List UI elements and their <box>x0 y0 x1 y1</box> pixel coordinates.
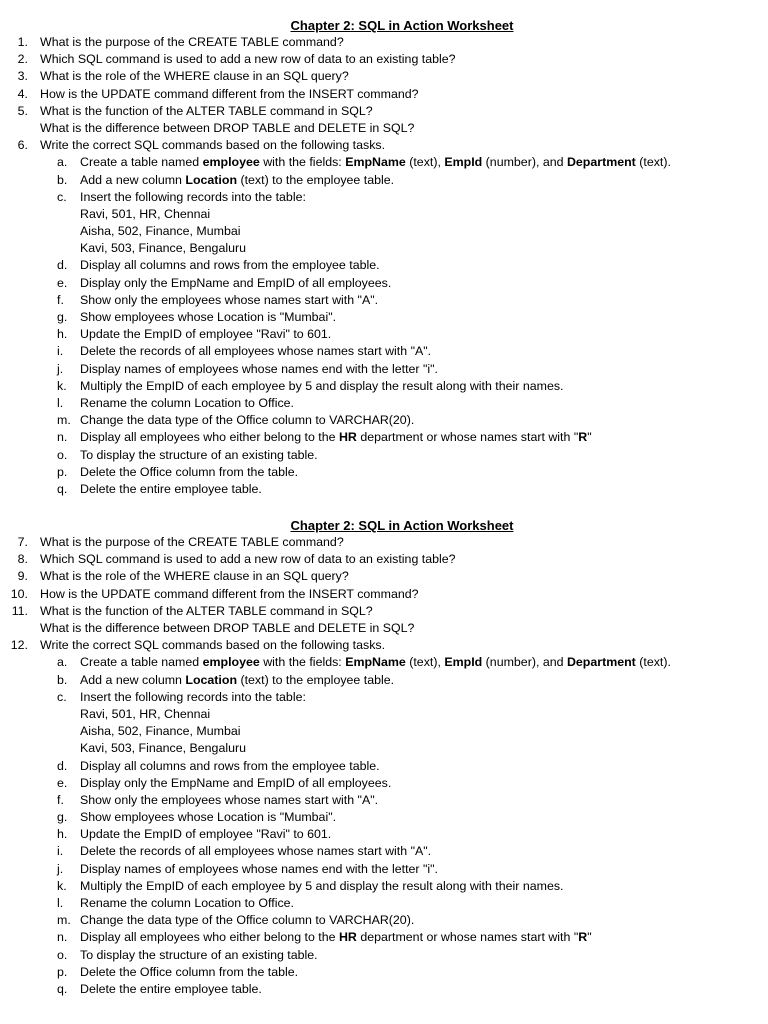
task-letter: a. <box>57 655 68 670</box>
record-line: Ravi, 501, HR, Chennai <box>80 706 211 721</box>
question-text: Write the correct SQL commands based on the following tasks. <box>40 638 386 653</box>
question-number: 2. <box>17 52 28 67</box>
task-letter: k. <box>57 378 67 393</box>
task-item <box>0 412 768 429</box>
task-letter: d. <box>57 758 68 773</box>
task-text: Display all employees who either belong to the HR department or whose names start with "R" <box>80 930 592 945</box>
question-item <box>0 68 768 85</box>
question-number: 3. <box>17 69 28 84</box>
task-letter: h. <box>57 327 68 342</box>
task-text: Rename the column Location to Office. <box>80 395 294 410</box>
task-text: Display names of employees whose names end with the letter "i". <box>80 361 438 376</box>
task-text: Show employees whose Location is "Mumbai". <box>80 810 337 825</box>
task-text: Delete the entire employee table. <box>80 481 262 496</box>
record-line: Aisha, 502, Finance, Mumbai <box>80 224 241 239</box>
task-text: Create a table named employee with the fields: EmpName (text), EmpId (number), and Department (text). <box>80 155 671 170</box>
question-number: 6. <box>17 138 28 153</box>
task-text: Rename the column Location to Office. <box>80 896 294 910</box>
question-item <box>0 120 768 137</box>
task-item <box>0 981 768 998</box>
worksheet-title: Chapter 2: SQL in Action Worksheet <box>290 18 514 33</box>
question-text: What is the function of the ALTER TABLE command in SQL? <box>40 603 373 618</box>
task-item <box>0 861 768 878</box>
task-letter: m. <box>57 413 71 428</box>
task-item <box>0 912 768 929</box>
task-letter: q. <box>57 481 68 496</box>
question-item <box>0 103 768 120</box>
record-line: Ravi, 501, HR, Chennai <box>80 206 211 221</box>
question-item <box>0 586 768 603</box>
task-letter: i. <box>57 344 64 359</box>
question-item <box>0 34 768 51</box>
task-item <box>0 826 768 843</box>
task-letter: d. <box>57 258 68 273</box>
task-item <box>0 672 768 689</box>
task-text: Insert the following records into the table: <box>80 189 306 204</box>
task-text: Delete the records of all employees whose names start with "A". <box>80 344 432 359</box>
task-letter: g. <box>57 310 68 324</box>
task-text: Add a new column Location (text) to the employee table. <box>80 172 395 187</box>
task-item <box>0 654 768 671</box>
task-letter: o. <box>57 947 68 962</box>
task-item <box>0 154 768 171</box>
task-item <box>0 172 768 189</box>
question-item <box>0 137 768 154</box>
task-letter: l. <box>57 395 64 410</box>
task-item <box>0 395 768 412</box>
task-item <box>0 792 768 809</box>
task-text: Display all employees who either belong to the HR department or whose names start with "R" <box>80 430 592 445</box>
task-text: Insert the following records into the table: <box>80 689 306 704</box>
question-item <box>0 568 768 585</box>
task-item <box>0 775 768 792</box>
task-letter: i. <box>57 844 64 859</box>
worksheet-section <box>0 517 768 998</box>
task-item <box>0 361 768 378</box>
task-text: Delete the Office column from the table. <box>80 964 299 979</box>
worksheet-title: Chapter 2: SQL in Action Worksheet <box>290 518 514 534</box>
task-item <box>0 309 768 326</box>
task-text: Update the EmpID of employee "Ravi" to 601. <box>80 327 332 342</box>
task-letter: p. <box>57 964 68 979</box>
question-number: 7. <box>17 535 28 550</box>
question-item <box>0 551 768 568</box>
question-item <box>0 51 768 68</box>
task-letter: p. <box>57 464 68 479</box>
task-letter: l. <box>57 896 64 910</box>
task-letter: e. <box>57 775 68 790</box>
task-item <box>0 378 768 395</box>
task-letter: f. <box>57 792 64 807</box>
task-letter: b. <box>57 172 68 187</box>
task-item <box>0 464 768 481</box>
task-item <box>0 447 768 464</box>
task-text: Delete the entire employee table. <box>80 981 262 996</box>
question-text: How is the UPDATE command different from the INSERT command? <box>40 86 419 101</box>
worksheet-section <box>0 17 768 498</box>
task-text: Display names of employees whose names end with the letter "i". <box>80 861 438 876</box>
task-letter: a. <box>57 155 68 170</box>
task-letter: n. <box>57 430 68 445</box>
task-item <box>0 878 768 895</box>
task-text: Multiply the EmpID of each employee by 5 and display the result along with their names. <box>80 378 564 393</box>
task-item <box>0 257 768 274</box>
task-item <box>0 189 768 206</box>
question-item <box>0 620 768 637</box>
task-text: Show only the employees whose names start with "A". <box>80 792 379 807</box>
task-letter: n. <box>57 930 68 945</box>
task-letter: k. <box>57 878 67 893</box>
task-item <box>0 689 768 706</box>
question-number: 5. <box>17 103 28 118</box>
question-number: 10. <box>10 586 28 601</box>
task-item <box>0 481 768 498</box>
task-item <box>0 292 768 309</box>
task-item <box>0 343 768 360</box>
task-letter: m. <box>57 913 71 928</box>
task-text: Display only the EmpName and EmpID of all employees. <box>80 775 392 790</box>
task-item <box>0 895 768 912</box>
question-text: What is the role of the WHERE clause in an SQL query? <box>40 69 349 84</box>
task-item <box>0 947 768 964</box>
record-line: Aisha, 502, Finance, Mumbai <box>80 724 241 739</box>
task-item <box>0 429 768 446</box>
task-letter: b. <box>57 672 68 687</box>
question-number: 11. <box>11 603 28 618</box>
record-line: Kavi, 503, Finance, Bengaluru <box>80 741 247 756</box>
question-text: What is the function of the ALTER TABLE command in SQL? <box>40 103 373 118</box>
task-item <box>0 275 768 292</box>
question-number: 8. <box>17 552 28 567</box>
question-text: Which SQL command is used to add a new row of data to an existing table? <box>40 552 456 567</box>
question-item <box>0 534 768 551</box>
record-line: Kavi, 503, Finance, Bengaluru <box>80 241 247 256</box>
task-letter: c. <box>57 189 67 204</box>
question-number: 9. <box>17 569 28 584</box>
task-text: Change the data type of the Office column to VARCHAR(20). <box>80 913 415 928</box>
task-text: Display all columns and rows from the employee table. <box>80 758 380 773</box>
task-letter: e. <box>57 275 68 290</box>
task-item <box>0 964 768 981</box>
question-number: 1. <box>17 35 28 49</box>
question-text: What is the role of the WHERE clause in an SQL query? <box>40 569 349 584</box>
question-number: 12. <box>10 638 28 653</box>
worksheet-page <box>0 17 768 998</box>
question-text: What is the purpose of the CREATE TABLE command? <box>40 535 344 550</box>
question-text: What is the difference between DROP TABLE and DELETE in SQL? <box>40 120 415 135</box>
task-text: Multiply the EmpID of each employee by 5 and display the result along with their names. <box>80 878 564 893</box>
task-item <box>0 843 768 860</box>
task-text: Create a table named employee with the fields: EmpName (text), EmpId (number), and Department (text). <box>80 655 671 670</box>
question-number: 4. <box>17 86 28 101</box>
task-text: Show employees whose Location is "Mumbai". <box>80 310 337 324</box>
question-text: What is the purpose of the CREATE TABLE command? <box>40 35 344 49</box>
question-item <box>0 86 768 103</box>
task-item <box>0 809 768 826</box>
question-text: Which SQL command is used to add a new row of data to an existing table? <box>40 52 456 67</box>
task-text: Display only the EmpName and EmpID of all employees. <box>80 275 392 290</box>
question-item <box>0 603 768 620</box>
task-text: Change the data type of the Office column to VARCHAR(20). <box>80 413 415 428</box>
task-text: Update the EmpID of employee "Ravi" to 601. <box>80 827 332 842</box>
task-text: Add a new column Location (text) to the employee table. <box>80 672 395 687</box>
task-text: To display the structure of an existing table. <box>80 947 318 962</box>
task-letter: g. <box>57 810 68 825</box>
task-letter: j. <box>57 861 64 876</box>
task-text: Show only the employees whose names start with "A". <box>80 292 379 307</box>
task-letter: f. <box>57 292 64 307</box>
task-item <box>0 929 768 946</box>
question-text: What is the difference between DROP TABLE and DELETE in SQL? <box>40 621 415 635</box>
task-item <box>0 758 768 775</box>
task-letter: q. <box>57 981 68 996</box>
task-text: Delete the records of all employees whose names start with "A". <box>80 844 432 859</box>
task-text: To display the structure of an existing table. <box>80 447 318 462</box>
task-item <box>0 326 768 343</box>
task-text: Display all columns and rows from the employee table. <box>80 258 380 273</box>
question-item <box>0 637 768 654</box>
task-text: Delete the Office column from the table. <box>80 464 299 479</box>
task-letter: o. <box>57 447 68 462</box>
question-text: How is the UPDATE command different from the INSERT command? <box>40 586 419 601</box>
question-text: Write the correct SQL commands based on the following tasks. <box>40 138 386 153</box>
task-letter: c. <box>57 689 67 704</box>
task-letter: h. <box>57 827 68 842</box>
task-letter: j. <box>57 361 64 376</box>
